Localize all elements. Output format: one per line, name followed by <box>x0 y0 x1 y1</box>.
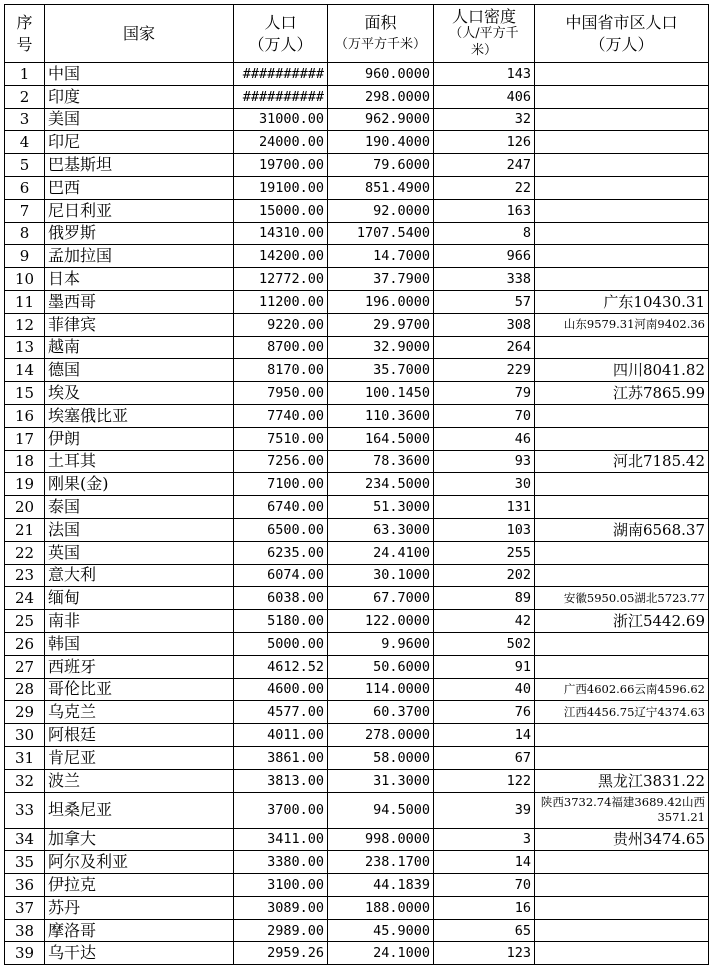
header-density <box>434 5 535 63</box>
table-row <box>5 769 709 792</box>
table-row <box>5 496 709 519</box>
country-name: 日本 <box>45 268 234 291</box>
country-name: 刚果(金) <box>45 473 234 496</box>
density-value: 39 <box>434 792 535 828</box>
china-province-population <box>535 496 709 519</box>
row-number: 13 <box>5 336 45 359</box>
country-name: 印尼 <box>45 131 234 154</box>
country-name: 伊拉克 <box>45 874 234 897</box>
density-value: 46 <box>434 427 535 450</box>
area-value: 29.9700 <box>328 313 434 336</box>
area-value: 63.3000 <box>328 518 434 541</box>
area-value: 114.0000 <box>328 678 434 701</box>
china-province-population <box>535 473 709 496</box>
population-value: 4612.52 <box>234 655 328 678</box>
density-value: 14 <box>434 851 535 874</box>
country-name: 埃及 <box>45 382 234 405</box>
table-row <box>5 874 709 897</box>
table-row <box>5 382 709 405</box>
country-name: 土耳其 <box>45 450 234 473</box>
china-province-population: 黑龙江3831.22 <box>535 769 709 792</box>
density-value: 123 <box>434 942 535 965</box>
population-value: 7510.00 <box>234 427 328 450</box>
population-value: 7950.00 <box>234 382 328 405</box>
population-value: 6074.00 <box>234 564 328 587</box>
density-value: 247 <box>434 154 535 177</box>
population-value: 6038.00 <box>234 587 328 610</box>
density-value: 76 <box>434 701 535 724</box>
row-number: 9 <box>5 245 45 268</box>
header-line: 人口 <box>264 12 297 32</box>
header-china-province-population <box>535 5 709 63</box>
row-number: 33 <box>5 792 45 828</box>
area-value: 196.0000 <box>328 290 434 313</box>
china-province-population <box>535 942 709 965</box>
row-number: 3 <box>5 108 45 131</box>
header-line: （万人） <box>248 34 313 54</box>
country-name: 尼日利亚 <box>45 199 234 222</box>
population-value: 3700.00 <box>234 792 328 828</box>
area-value: 234.5000 <box>328 473 434 496</box>
area-value: 92.0000 <box>328 199 434 222</box>
country-name: 阿根廷 <box>45 724 234 747</box>
china-province-population <box>535 108 709 131</box>
header-line: 面积 <box>364 12 397 32</box>
population-value: 5180.00 <box>234 610 328 633</box>
row-number: 36 <box>5 874 45 897</box>
country-name: 摩洛哥 <box>45 919 234 942</box>
population-value: 19700.00 <box>234 154 328 177</box>
table-row <box>5 450 709 473</box>
table-row <box>5 792 709 828</box>
china-province-population: 安徽5950.05湖北5723.77 <box>535 587 709 610</box>
table-row <box>5 290 709 313</box>
population-value: 8700.00 <box>234 336 328 359</box>
density-value: 229 <box>434 359 535 382</box>
row-number: 15 <box>5 382 45 405</box>
density-value: 338 <box>434 268 535 291</box>
area-value: 35.7000 <box>328 359 434 382</box>
china-province-population <box>535 746 709 769</box>
header-row <box>5 5 709 63</box>
table-row <box>5 336 709 359</box>
country-name: 西班牙 <box>45 655 234 678</box>
density-value: 40 <box>434 678 535 701</box>
area-value: 110.3600 <box>328 404 434 427</box>
country-name: 乌干达 <box>45 942 234 965</box>
row-number: 38 <box>5 919 45 942</box>
population-value: 15000.00 <box>234 199 328 222</box>
header-line: 人口密度 <box>451 7 516 26</box>
row-number: 10 <box>5 268 45 291</box>
area-value: 100.1450 <box>328 382 434 405</box>
china-province-population <box>535 245 709 268</box>
population-value: 5000.00 <box>234 632 328 655</box>
country-name: 孟加拉国 <box>45 245 234 268</box>
density-value: 502 <box>434 632 535 655</box>
population-value: 6235.00 <box>234 541 328 564</box>
china-province-population: 江苏7865.99 <box>535 382 709 405</box>
population-value: 14310.00 <box>234 222 328 245</box>
country-name: 美国 <box>45 108 234 131</box>
area-value: 50.6000 <box>328 655 434 678</box>
country-name: 乌克兰 <box>45 701 234 724</box>
row-number: 26 <box>5 632 45 655</box>
china-province-population <box>535 564 709 587</box>
table-row <box>5 176 709 199</box>
population-value: 14200.00 <box>234 245 328 268</box>
population-value: 7740.00 <box>234 404 328 427</box>
density-value: 16 <box>434 896 535 919</box>
table-row <box>5 131 709 154</box>
header-line: （人/平方千 <box>449 26 519 41</box>
country-name: 南非 <box>45 610 234 633</box>
population-value: 9220.00 <box>234 313 328 336</box>
population-value: 3380.00 <box>234 851 328 874</box>
density-value: 91 <box>434 655 535 678</box>
header-population <box>234 5 328 63</box>
row-number: 6 <box>5 176 45 199</box>
table-row <box>5 108 709 131</box>
table-row <box>5 473 709 496</box>
population-value: 31000.00 <box>234 108 328 131</box>
area-value: 79.6000 <box>328 154 434 177</box>
table-row <box>5 154 709 177</box>
table-row <box>5 828 709 851</box>
china-province-population: 湖南6568.37 <box>535 518 709 541</box>
china-province-population <box>535 851 709 874</box>
population-value: 3813.00 <box>234 769 328 792</box>
table-row <box>5 199 709 222</box>
table-row <box>5 404 709 427</box>
table-row <box>5 564 709 587</box>
density-value: 122 <box>434 769 535 792</box>
country-name: 德国 <box>45 359 234 382</box>
row-number: 37 <box>5 896 45 919</box>
density-value: 14 <box>434 724 535 747</box>
density-value: 89 <box>434 587 535 610</box>
population-value: 8170.00 <box>234 359 328 382</box>
area-value: 1707.5400 <box>328 222 434 245</box>
population-table <box>4 4 709 965</box>
row-number: 12 <box>5 313 45 336</box>
china-province-population: 贵州3474.65 <box>535 828 709 851</box>
country-name: 巴基斯坦 <box>45 154 234 177</box>
area-value: 9.9600 <box>328 632 434 655</box>
area-value: 51.3000 <box>328 496 434 519</box>
table-row <box>5 85 709 108</box>
table-row <box>5 655 709 678</box>
population-value: 4011.00 <box>234 724 328 747</box>
table-row <box>5 63 709 86</box>
density-value: 22 <box>434 176 535 199</box>
china-province-population: 浙江5442.69 <box>535 610 709 633</box>
table-row <box>5 313 709 336</box>
table-body <box>5 63 709 965</box>
header-line: （万人） <box>589 34 654 54</box>
header-line: 中国省市区人口 <box>565 12 678 32</box>
table-row <box>5 896 709 919</box>
population-value: 2959.26 <box>234 942 328 965</box>
population-value: 6500.00 <box>234 518 328 541</box>
china-province-population <box>535 655 709 678</box>
population-value: 11200.00 <box>234 290 328 313</box>
china-province-population <box>535 199 709 222</box>
row-number: 18 <box>5 450 45 473</box>
table-row <box>5 746 709 769</box>
header-no <box>5 5 45 63</box>
area-value: 31.3000 <box>328 769 434 792</box>
china-province-population <box>535 336 709 359</box>
china-province-population: 河北7185.42 <box>535 450 709 473</box>
table-row <box>5 541 709 564</box>
country-name: 墨西哥 <box>45 290 234 313</box>
table-row <box>5 518 709 541</box>
density-value: 67 <box>434 746 535 769</box>
density-value: 57 <box>434 290 535 313</box>
population-value: 4600.00 <box>234 678 328 701</box>
area-value: 851.4900 <box>328 176 434 199</box>
table-row <box>5 919 709 942</box>
country-name: 巴西 <box>45 176 234 199</box>
china-province-population <box>535 874 709 897</box>
china-province-population <box>535 632 709 655</box>
area-value: 45.9000 <box>328 919 434 942</box>
table-row <box>5 701 709 724</box>
density-value: 30 <box>434 473 535 496</box>
china-province-population <box>535 131 709 154</box>
row-number: 30 <box>5 724 45 747</box>
density-value: 143 <box>434 63 535 86</box>
area-value: 78.3600 <box>328 450 434 473</box>
area-value: 32.9000 <box>328 336 434 359</box>
area-value: 298.0000 <box>328 85 434 108</box>
density-value: 42 <box>434 610 535 633</box>
table-row <box>5 222 709 245</box>
row-number: 23 <box>5 564 45 587</box>
country-name: 伊朗 <box>45 427 234 450</box>
china-province-population <box>535 222 709 245</box>
country-name: 中国 <box>45 63 234 86</box>
row-number: 29 <box>5 701 45 724</box>
row-number: 24 <box>5 587 45 610</box>
country-name: 苏丹 <box>45 896 234 919</box>
population-value: 6740.00 <box>234 496 328 519</box>
area-value: 164.5000 <box>328 427 434 450</box>
area-value: 238.1700 <box>328 851 434 874</box>
row-number: 5 <box>5 154 45 177</box>
country-name: 缅甸 <box>45 587 234 610</box>
area-value: 67.7000 <box>328 587 434 610</box>
density-value: 70 <box>434 874 535 897</box>
row-number: 22 <box>5 541 45 564</box>
row-number: 1 <box>5 63 45 86</box>
density-value: 8 <box>434 222 535 245</box>
density-value: 70 <box>434 404 535 427</box>
area-value: 24.1000 <box>328 942 434 965</box>
header-country <box>45 5 234 63</box>
density-value: 264 <box>434 336 535 359</box>
china-province-population: 广东10430.31 <box>535 290 709 313</box>
density-value: 163 <box>434 199 535 222</box>
table-row <box>5 359 709 382</box>
china-province-population <box>535 268 709 291</box>
density-value: 202 <box>434 564 535 587</box>
table-row <box>5 632 709 655</box>
row-number: 4 <box>5 131 45 154</box>
density-value: 3 <box>434 828 535 851</box>
density-value: 79 <box>434 382 535 405</box>
header-line: 米） <box>470 43 497 58</box>
table-row <box>5 724 709 747</box>
density-value: 93 <box>434 450 535 473</box>
population-value: ########## <box>234 63 328 86</box>
china-province-population <box>535 176 709 199</box>
row-number: 21 <box>5 518 45 541</box>
population-value: 3411.00 <box>234 828 328 851</box>
china-province-population <box>535 919 709 942</box>
table-row <box>5 678 709 701</box>
population-value: 12772.00 <box>234 268 328 291</box>
area-value: 30.1000 <box>328 564 434 587</box>
china-province-population <box>535 404 709 427</box>
country-name: 肯尼亚 <box>45 746 234 769</box>
population-value: 4577.00 <box>234 701 328 724</box>
row-number: 8 <box>5 222 45 245</box>
china-province-population <box>535 541 709 564</box>
country-name: 俄罗斯 <box>45 222 234 245</box>
area-value: 122.0000 <box>328 610 434 633</box>
density-value: 308 <box>434 313 535 336</box>
row-number: 17 <box>5 427 45 450</box>
row-number: 2 <box>5 85 45 108</box>
country-name: 波兰 <box>45 769 234 792</box>
area-value: 960.0000 <box>328 63 434 86</box>
country-name: 阿尔及利亚 <box>45 851 234 874</box>
density-value: 131 <box>434 496 535 519</box>
row-number: 25 <box>5 610 45 633</box>
china-province-population <box>535 85 709 108</box>
row-number: 7 <box>5 199 45 222</box>
area-value: 190.4000 <box>328 131 434 154</box>
header-line: 序 <box>16 12 33 32</box>
row-number: 11 <box>5 290 45 313</box>
area-value: 44.1839 <box>328 874 434 897</box>
country-name: 法国 <box>45 518 234 541</box>
population-value: 2989.00 <box>234 919 328 942</box>
china-province-population <box>535 63 709 86</box>
area-value: 14.7000 <box>328 245 434 268</box>
area-value: 24.4100 <box>328 541 434 564</box>
population-value: 7256.00 <box>234 450 328 473</box>
country-name: 加拿大 <box>45 828 234 851</box>
area-value: 278.0000 <box>328 724 434 747</box>
country-name: 坦桑尼亚 <box>45 792 234 828</box>
area-value: 58.0000 <box>328 746 434 769</box>
country-name: 哥伦比亚 <box>45 678 234 701</box>
density-value: 103 <box>434 518 535 541</box>
table-row <box>5 610 709 633</box>
population-value: ########## <box>234 85 328 108</box>
table-row <box>5 268 709 291</box>
china-province-population: 山东9579.31河南9402.36 <box>535 313 709 336</box>
area-value: 37.7900 <box>328 268 434 291</box>
china-province-population: 江西4456.75辽宁4374.63 <box>535 701 709 724</box>
density-value: 966 <box>434 245 535 268</box>
table-row <box>5 427 709 450</box>
country-name: 英国 <box>45 541 234 564</box>
population-value: 19100.00 <box>234 176 328 199</box>
header-area <box>328 5 434 63</box>
row-number: 27 <box>5 655 45 678</box>
china-province-population <box>535 427 709 450</box>
china-province-population: 陕西3732.74福建3689.42山西3571.21 <box>535 792 709 828</box>
area-value: 998.0000 <box>328 828 434 851</box>
country-name: 埃塞俄比亚 <box>45 404 234 427</box>
population-value: 3089.00 <box>234 896 328 919</box>
row-number: 14 <box>5 359 45 382</box>
country-name: 印度 <box>45 85 234 108</box>
header-line: 国家 <box>122 23 155 43</box>
header-line: （万平方千米） <box>334 36 426 52</box>
china-province-population <box>535 724 709 747</box>
china-province-population <box>535 896 709 919</box>
country-name: 越南 <box>45 336 234 359</box>
population-value: 24000.00 <box>234 131 328 154</box>
country-name: 意大利 <box>45 564 234 587</box>
area-value: 962.9000 <box>328 108 434 131</box>
density-value: 32 <box>434 108 535 131</box>
area-value: 60.3700 <box>328 701 434 724</box>
area-value: 188.0000 <box>328 896 434 919</box>
row-number: 34 <box>5 828 45 851</box>
china-province-population: 四川8041.82 <box>535 359 709 382</box>
row-number: 32 <box>5 769 45 792</box>
table-row <box>5 851 709 874</box>
row-number: 39 <box>5 942 45 965</box>
population-value: 7100.00 <box>234 473 328 496</box>
china-province-population <box>535 154 709 177</box>
row-number: 31 <box>5 746 45 769</box>
header-line: 号 <box>16 34 33 54</box>
density-value: 126 <box>434 131 535 154</box>
area-value: 94.5000 <box>328 792 434 828</box>
china-province-population: 广西4602.66云南4596.62 <box>535 678 709 701</box>
row-number: 16 <box>5 404 45 427</box>
density-value: 65 <box>434 919 535 942</box>
density-value: 255 <box>434 541 535 564</box>
table-row <box>5 587 709 610</box>
row-number: 20 <box>5 496 45 519</box>
row-number: 35 <box>5 851 45 874</box>
country-name: 韩国 <box>45 632 234 655</box>
table-row <box>5 245 709 268</box>
country-name: 菲律宾 <box>45 313 234 336</box>
row-number: 28 <box>5 678 45 701</box>
population-value: 3861.00 <box>234 746 328 769</box>
population-value: 3100.00 <box>234 874 328 897</box>
table-row <box>5 942 709 965</box>
row-number: 19 <box>5 473 45 496</box>
country-name: 泰国 <box>45 496 234 519</box>
density-value: 406 <box>434 85 535 108</box>
